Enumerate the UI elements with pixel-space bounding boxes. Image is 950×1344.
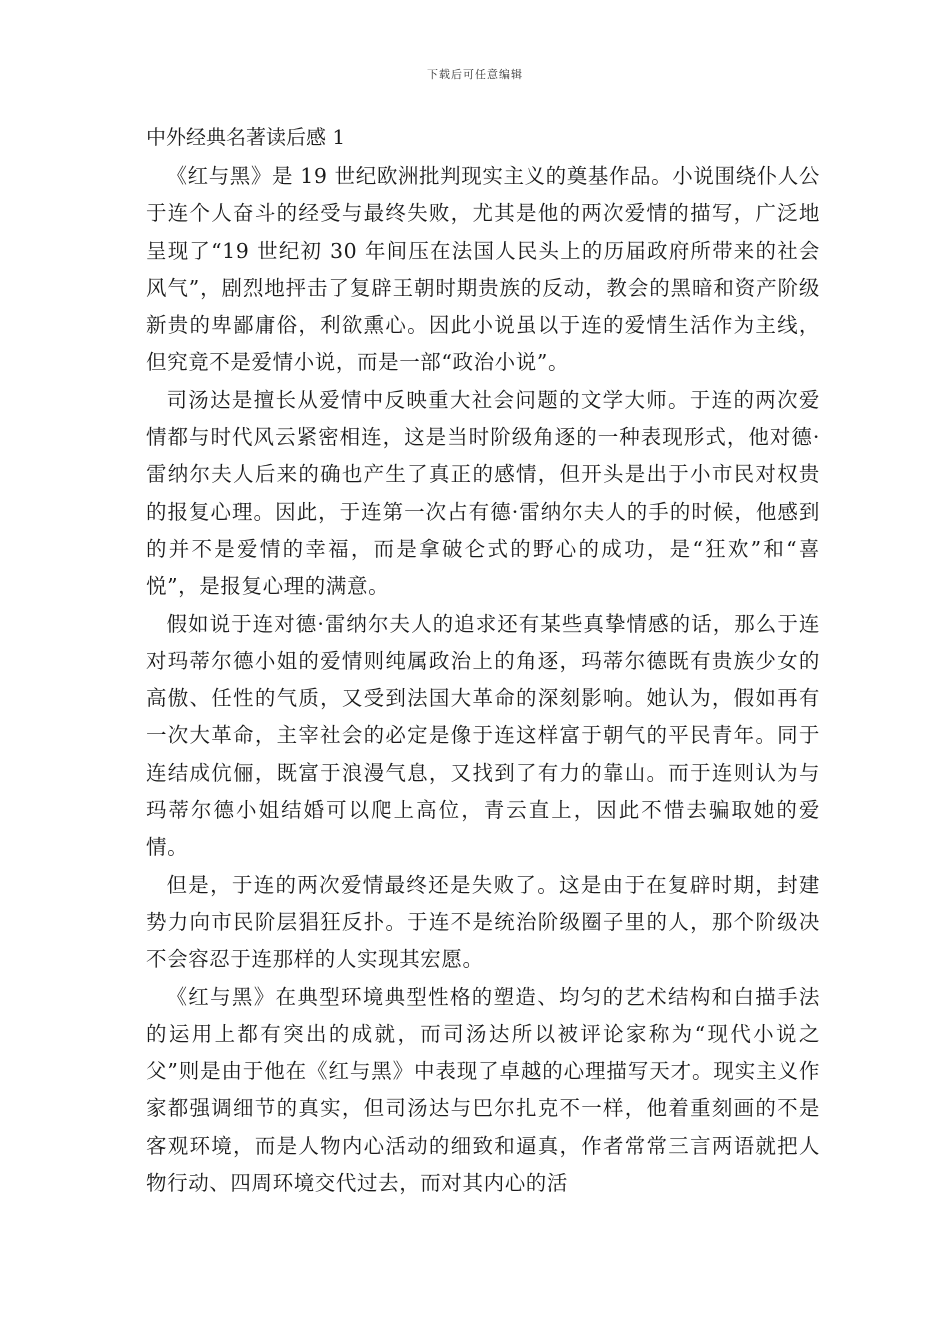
header-note: 下载后可任意编辑 — [427, 68, 523, 81]
document-body — [146, 158, 820, 1202]
paragraph: 《红与黑》在典型环境典型性格的塑造、均匀的艺术结构和白描手法的运用上都有突出的成就，而司汤达所以被评论家称为“现代小说之父”则是由于他在《红与黑》中表现了卓越的心理描写天才。现实主义作家都强调细节的真实，但司汤达与巴尔扎克不一样，他着重刻画的不是客观环境，而是人物内心活动的细致和逼真，作者常常三言两语就把人物行动、四周环境交代过去，而对其内心的活 — [146, 984, 820, 1196]
paragraph: 司汤达是擅长从爱情中反映重大社会问题的文学大师。于连的两次爱情都与时代风云紧密相连，这是当时阶级角逐的一种表现形式，他对德·雷纳尔夫人后来的确也产生了真正的感情，但开头是出于小市民对权贵的报复心理。因此，于连第一次占有德·雷纳尔夫人的手的时候，他感到的并不是爱情的幸福，而是拿破仑式的野心的成功，是“狂欢”和“喜悦”，是报复心理的满意。 — [146, 387, 820, 599]
paragraph: 假如说于连对德·雷纳尔夫人的追求还有某些真挚情感的话，那么于连对玛蒂尔德小姐的爱情则纯属政治上的角逐，玛蒂尔德既有贵族少女的高傲、任性的气质，又受到法国大革命的深刻影响。她认为，假如再有一次大革命，主宰社会的必定是像于连这样富于朝气的平民青年。同于连结成伉俪，既富于浪漫气息，又找到了有力的靠山。而于连则认为与玛蒂尔德小姐结婚可以爬上高位，青云直上，因此不惜去骗取她的爱情。 — [146, 611, 820, 860]
paragraph: 《红与黑》是 19 世纪欧洲批判现实主义的奠基作品。小说围绕仆人公于连个人奋斗的经受与最终失败，尤其是他的两次爱情的描写，广泛地呈现了“19 世纪初 30 年间压在法国人民头上的历届政府所带来的社会风气”，剧烈地抨击了复辟王朝时期贵族的反动，教会的黑暗和资产阶级新贵的卑鄙庸俗，利欲熏心。因此小说虽以于连的爱情生活作为主线，但究竟不是爱情小说，而是一部“政治小说”。 — [146, 164, 820, 375]
paragraph: 但是，于连的两次爱情最终还是失败了。这是由于在复辟时期，封建势力向市民阶层猖狂反扑。于连不是统治阶级圈子里的人，那个阶级决不会容忍于连那样的人实现其宏愿。 — [146, 872, 820, 972]
document-title: 中外经典名著读后感 1 — [146, 125, 346, 149]
